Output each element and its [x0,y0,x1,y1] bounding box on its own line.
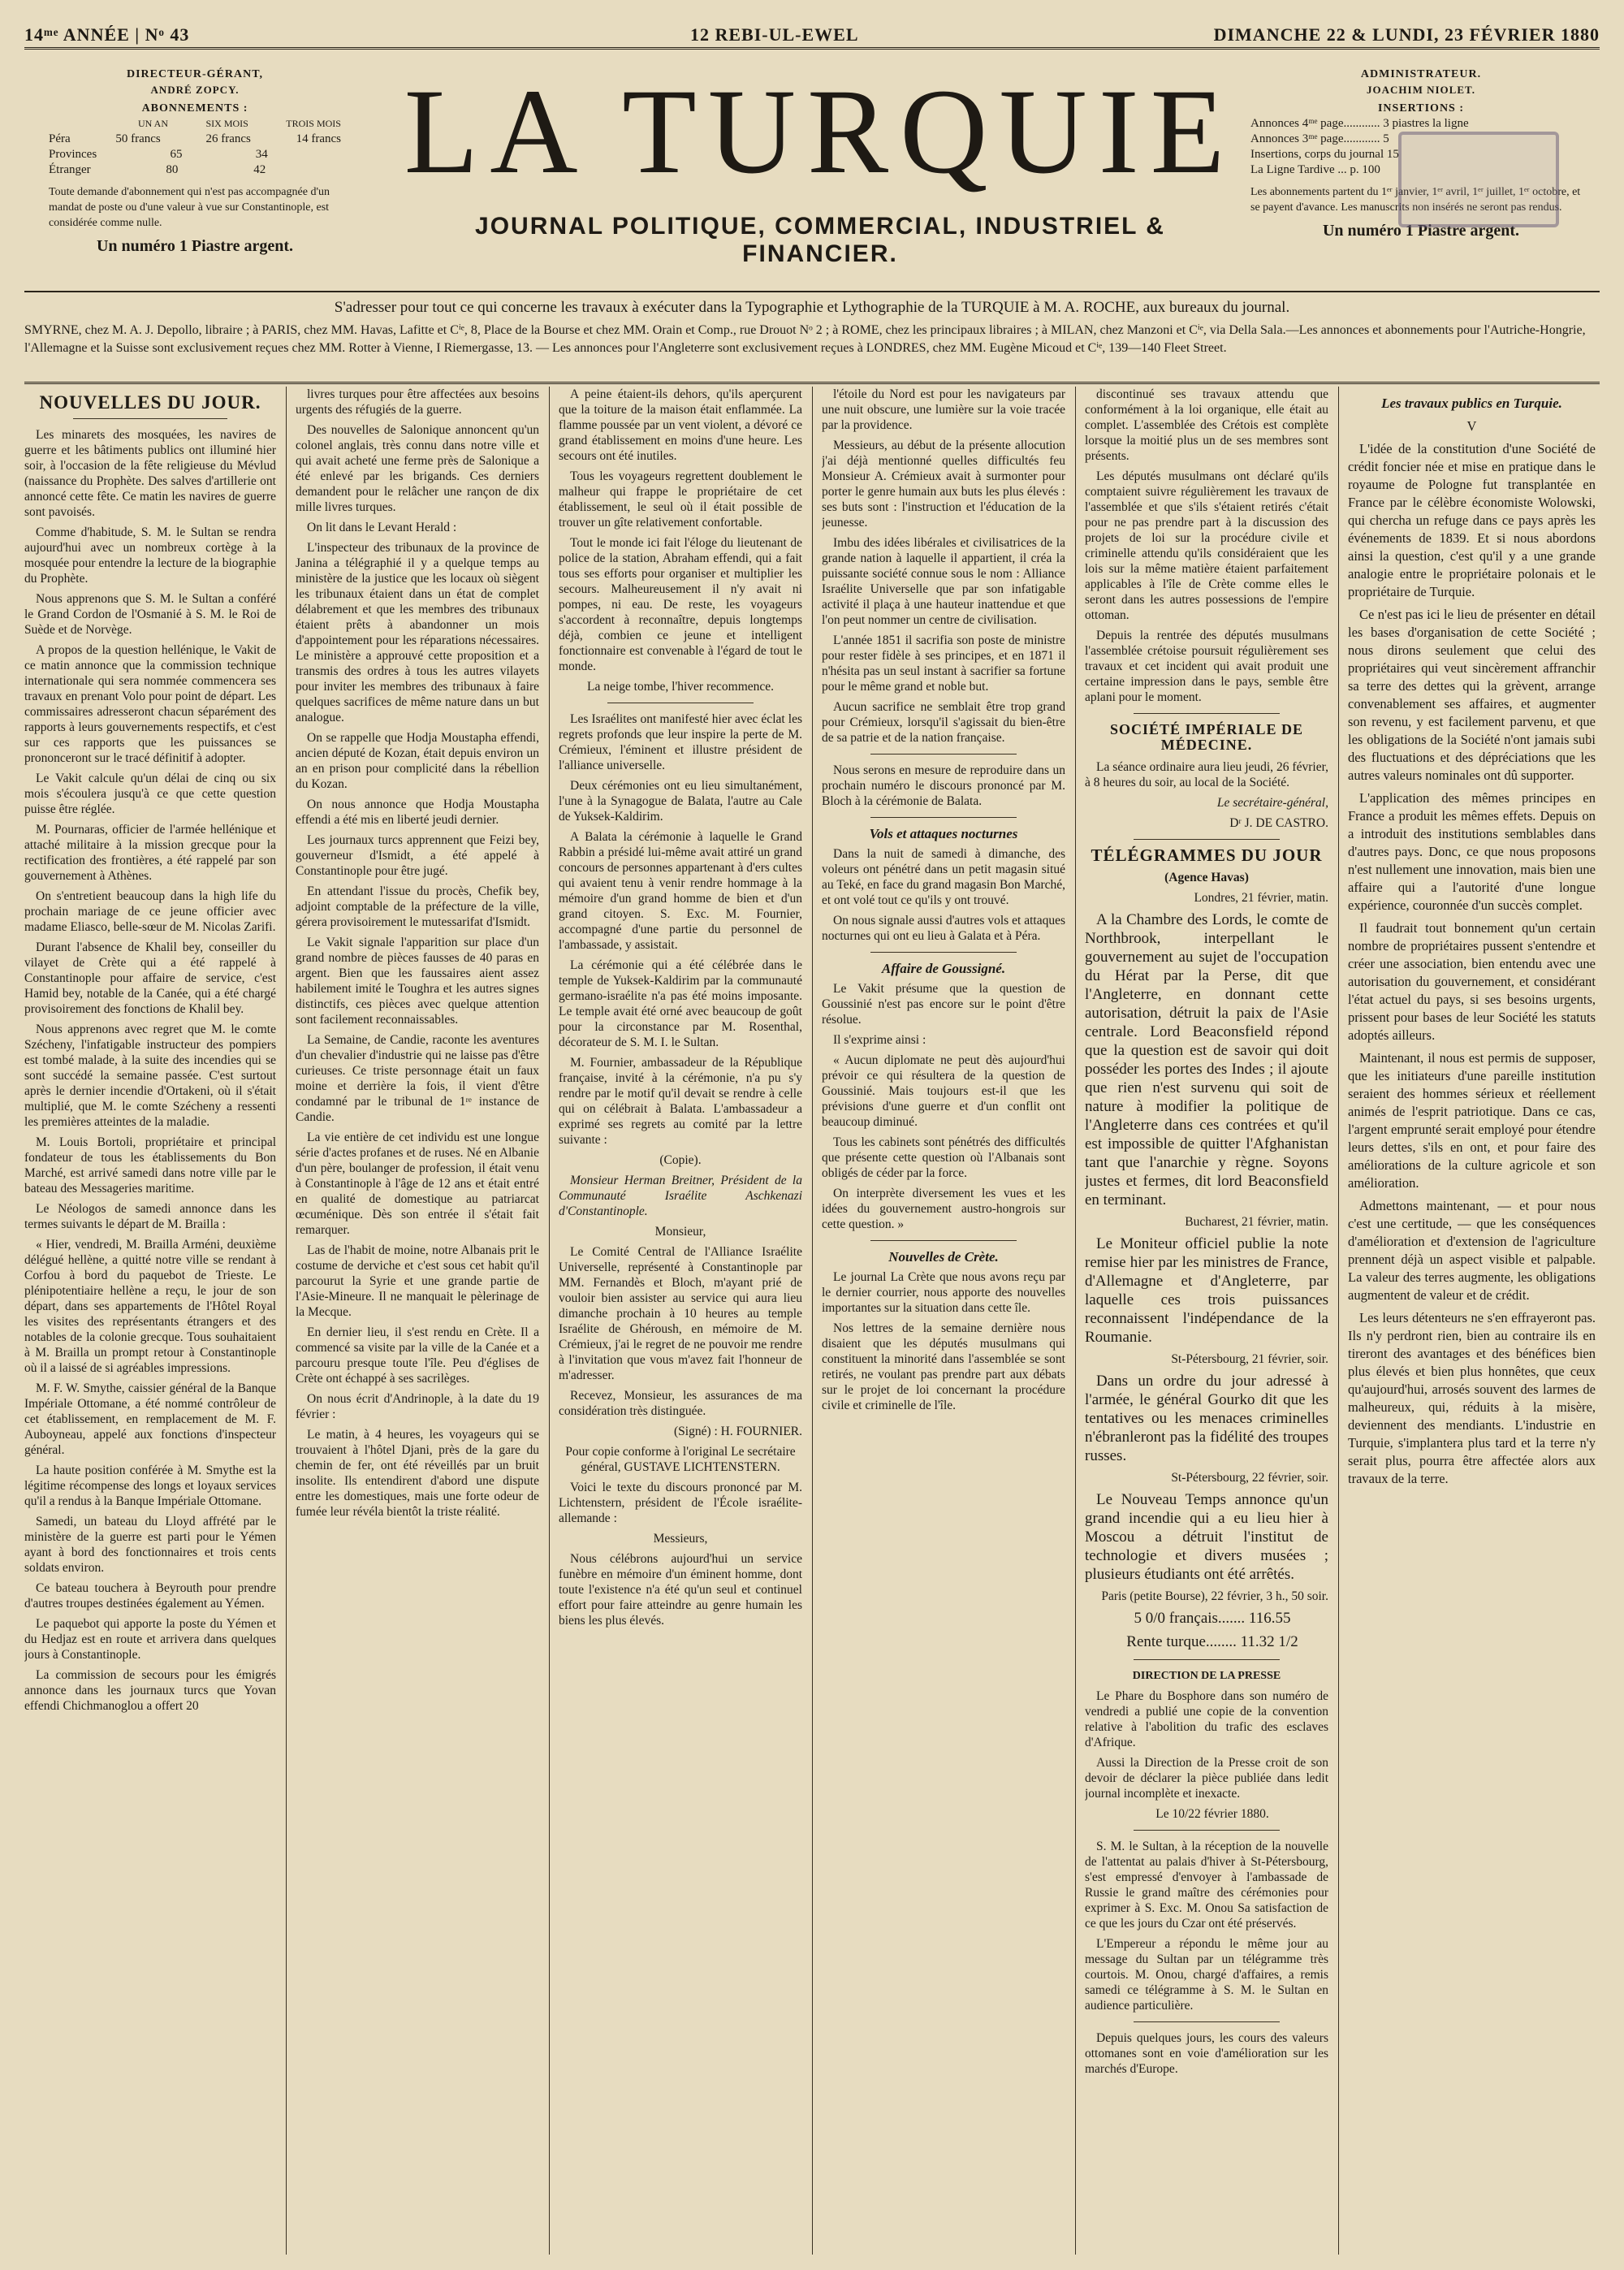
price-value: 26 francs [205,132,251,145]
contact-information [24,291,1600,384]
article-paragraph: En dernier lieu, il s'est rendu en Crète. Il a commencé sa visite par la ville de la Canée et a parcouru presque toute l'île. Peu d'églises de Crète ont échappé à ses sacrilèges. [296,1325,539,1386]
letter-addressee: Monsieur Herman Breitner, Président de la Communauté Israélite Aschkenazi d'Constantinople. [559,1174,802,1218]
postage-stamp [1398,132,1559,227]
issue-number: 14ᵐᵉ ANNÉE | Nᵒ 43 [24,24,190,45]
price-value: 50 francs [115,132,161,145]
article-paragraph: « Hier, vendredi, M. Brailla Arméni, deuxième délégué hellène, a quitté notre ville se rendant à Corfou à bord du paquebot de Trieste. Le plénipotentiaire hellène a reçu, le jour de son départ, dans ses appartements de l'Hôtel Royal les visites des représentants étrangers et des notables de la colonie grecque. Tous souhaitaient à M. Brailla un prompt retour à Constantinople où il a laissé de si agréables impressions. [24,1238,276,1375]
article-paragraph: Tous les cabinets sont pénétrés des difficultés que présente cette question où l'Albanais sont obligés de céder par la force. [822,1135,1065,1180]
issue-price: Un numéro 1 Piastre argent. [96,237,293,255]
price-value: 65 [170,148,183,161]
article-paragraph: Nous célébrons aujourd'hui un service funèbre en mémoire d'un éminent homme, dont toute l'existence n'a été qu'un seul et continuel effort pour faire atteindre au genre humain les biens les plus élevés. [559,1552,802,1628]
divider [1134,1830,1280,1831]
price-label: Péra [49,132,71,145]
article-paragraph: M. Pournaras, officier de l'armée hellénique et attaché militaire à la mission grecque pour la rectification des frontières, a été rappelé par son gouvernement à Athènes. [24,823,276,883]
article-paragraph: Aussi la Direction de la Presse croit de son devoir de déclarer la pièce publiée dans ledit journal incomplète et inexacte. [1085,1756,1328,1801]
letter-certification: Pour copie conforme à l'original Le secrétaire général, GUSTAVE LICHTENSTERN. [565,1445,796,1474]
article-paragraph: Tous les voyageurs regrettent doublement le malheur qui frappe le propriétaire de cet établissement, le seul où il était possible de trouver un gîte relativement confortable. [559,469,802,530]
column-4 [822,387,1065,2255]
advertising-note: Les abonnements partent du 1ᵉʳ janvier, 1ᵉʳ avril, 1ᵉʳ juillet, 1ᵉʳ octobre, et se payent d'avance. Les manuscrits non insérés ne seront pas rendus. [1250,186,1581,214]
letter-copy-label: (Copie). [659,1153,702,1167]
article-paragraph: Les Israélites ont manifesté hier avec éclat les regrets profonds que leur inspire la perte de M. Crémieux, l'éminent et illustre président de l'alliance universelle. [559,712,802,772]
speech-salutation: Messieurs, [653,1532,708,1546]
article-paragraph: Admettons maintenant, — et pour nous c'est une certitude, — que les conséquences d'amélioration et d'extension de l'agriculture prennent déjà un aspect visible et palpable. La valeur des terres augmente, les obligations augmentent de valeur et de crédit. [1348,1198,1596,1303]
article-paragraph: Les députés musulmans ont déclaré qu'ils comptaient suivre régulièrement les travaux de l'assemblée et que s'ils s'étaient retirés c'était pour ne pas prendre part à la discussion des projets de loi sur la procédure civile et criminelle attendu qu'ils considéraient que les lois sur la même matière étaient parfaitement applicables à l'île de Crète comme elles le seront dans les autres possessions de l'empire ottoman. [1085,469,1328,622]
newspaper-title: LA TURQUIE [404,64,1237,199]
article-paragraph: l'étoile du Nord est pour les navigateurs par une nuit obscure, une lumière sur la voie tracée par la providence. [822,387,1065,432]
article-paragraph: Ce n'est pas ici le lieu de présenter en détail les bases d'organisation de cette Société ; nous dirons seulement que celui des propriétaires qui veut sincèrement affranchir sa terre des dettes qui la grèvent, arrange convenablement ses affaires, et augmenter son revenu, y est facilement parvenu, et que les obligations de la Société n'ont jamais subi des fluctuations et des dépréciations que les autres valeurs nominales ont dû supporter. [1348,607,1596,783]
column-6 [1348,387,1596,2255]
letter-salutation: Monsieur, [654,1225,706,1239]
column-3 [559,387,802,2255]
article-paragraph: Les minarets des mosquées, les navires de guerre et les bâtiments publics ont illuminé hier soir, à l'occasion de la fête religieuse du Mévlud (naissance du Prophète. Des salves d'artillerie ont annoncé cette fête. Ce matin les navires de guerre sont pavoisés. [24,428,276,519]
article-paragraph: Comme d'habitude, S. M. le Sultan se rendra aujourd'hui avec un nombreux cortège à la mosquée pour entendre la lecture de la biographie du Prophète. [24,525,276,586]
insertion-rate: Annonces 4ᵐᵉ page............ 3 piastres la ligne [1250,117,1469,130]
article-paragraph: Dans la nuit de samedi à dimanche, des voleurs ont pénétré dans un petit magasin situé au Teké, en face du grand magasin Bon Marché, et ont volé tout ce qu'ils y ont trouvé. [822,847,1065,907]
insertion-rate: La Ligne Tardive ... p. 100 [1250,163,1380,176]
article-paragraph: Des nouvelles de Salonique annoncent qu'un colonel anglais, très connu dans notre ville et qui avait acheté une ferme près de Salonique a été enlevé par les brigands. Ces derniers demandent pour le relâcher une rançon de dix mille livres turques. [296,423,539,514]
news-agency: (Agence Havas) [1164,871,1249,884]
price-value: 80 [166,163,179,176]
article-paragraph: Messieurs, au début de la présente allocution j'ai déjà mentionné quelles difficultés feu Monsieur A. Crémieux avait à surmonter pour porter le genre humain aux buts les plus élevés : ses buts sont : l'instruction et l'éducation de la jeunesse. [822,439,1065,530]
dateline: St-Pétersbourg, 22 février, soir. [1171,1471,1328,1485]
article-paragraph: La neige tombe, l'hiver recommence. [586,680,775,694]
price-value: 42 [253,163,266,176]
dateline: Bucharest, 21 février, matin. [1185,1215,1328,1229]
divider [1134,2021,1280,2022]
article-paragraph: Le matin, à 4 heures, les voyageurs qui se trouvaient à l'hôtel Djani, près de la gare du chemin de fer, ont été réveillés par un bruit insolite. Ils entendirent d'abord une dispute entre les domestiques, mais une forte odeur de fumée leur révéla bientôt la triste réalité. [296,1428,539,1519]
article-paragraph: Depuis la rentrée des députés musulmans l'assemblée crétoise poursuit régulièrement ses travaux et cet incident qui avait produit une certaine impression dans le pays, semble être aplani pour le moment. [1085,629,1328,704]
price-row [49,162,341,178]
secretary-name: Dʳ J. DE CASTRO. [1229,816,1328,830]
article-paragraph: Samedi, un bateau du Lloyd affrété par le ministère de la guerre est parti pour le Yémen ayant à bord des fonctionnaires et trois cents soldats environ. [24,1515,276,1575]
director-name: ANDRÉ ZOPCY. [150,84,240,96]
section-heading-medicine: SOCIÉTÉ IMPÉRIALE DE MÉDECINE. [1109,721,1304,753]
section-heading-news: NOUVELLES DU JOUR. [39,392,261,413]
insertion-rate: Insertions, corps du journal 15 [1250,148,1399,161]
chapter-numeral: V [1466,418,1477,434]
agents-notice: SMYRNE, chez M. A. J. Depollo, libraire ; à PARIS, chez MM. Havas, Lafitte et Cⁱᵉ, 8, Place de la Bourse et chez MM. Orain et Comp., rue Drouot Nᵒ 2 ; à ROME, chez les principaux libraires ; à MILAN, chez Manzoni et Cⁱᵉ, via Della Sala.—Les annonces et abonnements pour l'Autriche-Hongrie, l'Allemagne et la Suisse sont exclusivement reçues chez MM. Rotter à Vienne, I Riemergasse, 13. — Les annonces pour l'Angleterre sont exclusivement reçues à LONDRES, chez MM. Eugène Micoud et Cⁱᵉ, 139—140 Fleet Street. [24,323,1586,355]
subscriptions-heading: ABONNEMENTS : [141,102,248,115]
article-paragraph: A Balata la cérémonie à laquelle le Grand Rabbin a présidé lui-même avait attiré un grand concours de personnes appartenant à d'ers cultes qui avaient tenu à venir rendre hommage à la mémoire d'un grand homme de bien et d'un grand citoyen. S. Exc. M. Fournier, accompagné d'une partie du personnel de l'ambassade, y assistait. [559,830,802,952]
price-row [49,147,341,162]
article-paragraph: Voici le texte du discours prononcé par M. Lichtenstern, président de l'École israélite-allemande : [559,1481,802,1525]
article-paragraph: On nous écrit d'Andrinople, à la date du 19 février : [296,1392,539,1421]
divider [1134,839,1280,840]
dateline: Paris (petite Bourse), 22 février, 3 h., 50 soir. [1101,1589,1328,1603]
printing-notice: S'adresser pour tout ce qui concerne les travaux à exécuter dans la Typographie et Lythographie de la TURQUIE à M. A. ROCHE, aux bureaux du journal. [334,299,1290,316]
column-divider [549,387,550,2255]
article-paragraph: Les journaux turcs apprennent que Feizi bey, gouverneur d'Ismidt, a été appelé à Constantinople pour être jugé. [296,833,539,878]
article-paragraph: M. Fournier, ambassadeur de la République française, invité à la cérémonie, n'a pu s'y rendre par le motif qu'il devait se rendre à celle qui on célébrait à Balata. L'ambassadeur a exprimé ses regrets au comité par la lettre suivante : [559,1056,802,1147]
administrator-role: ADMINISTRATEUR. [1360,68,1482,80]
letter-signature: (Signé) : H. FOURNIER. [673,1425,802,1438]
insertion-rate: Annonces 3ᵐᵉ page............ 5 [1250,132,1389,145]
article-paragraph: La commission de secours pour les émigrés annonce dans les journaux turcs que Yovan effendi Chichmanoglou a offert 20 [24,1668,276,1713]
article-paragraph: L'année 1851 il sacrifia son poste de ministre pour rester fidèle à ses principes, et en 1871 il n'hésita pas un seul instant à sacrifier sa fortune pour le même grand et noble but. [822,633,1065,694]
bourse-rate: Rente turque........ 11.32 1/2 [1126,1633,1298,1650]
article-paragraph: Il faudrait tout bonnement qu'un certain nombre de propriétaires pussent s'entendre et créer une association, bien entendu avec une autorisation du gouvernement, et considérant l'état actuel du pays, si ses besoins urgents, prissent pour bases de leur Société les statuts adoptés ailleurs. [1348,920,1596,1043]
article-paragraph: La séance ordinaire aura lieu jeudi, 26 février, à 8 heures du soir, au local de la Société. [1085,760,1328,789]
column-divider [1338,387,1339,2255]
dateline: St-Pétersbourg, 21 février, soir. [1171,1352,1328,1366]
section-heading-goussigne: Affaire de Goussigné. [881,961,1006,976]
director-role: DIRECTEUR-GÉRANT, [126,68,264,80]
article-paragraph: discontinué ses travaux attendu que conformément à la loi organique, elle était au complet. L'assemblée des Crétois est complète lorsque la moitié plus un de ses membres sont présents. [1085,387,1328,463]
column-divider [812,387,813,2255]
column-2 [296,387,539,2255]
price-row [49,132,341,147]
article-paragraph: Aucun sacrifice ne semblait être trop grand pour Crémieux, lorsqu'il s'agissait du bien-être de sa patrie et de la nation française. [822,700,1065,745]
article-paragraph: L'idée de la constitution d'une Société de crédit foncier née et mise en pratique dans le royaume de Pologne fut transplantée en France par le célèbre économiste Wolowski, qui chercha un refuge dans ce pays après les événements de 1839. Et si nous abordons ainsi la question, c'est qu'il y a une grande analogie entre le propriétaire polonais et le propriétaire de Turquie. [1348,441,1596,599]
article-paragraph: Le Vakit signale l'apparition sur place d'un grand nombre de pièces fausses de 40 paras en argent. Bien que les faussaires aient assez habilement imité le Toughra et les autres signes distinctifs, ces pièces avec quelque attention sont facilement reconnaissables. [296,936,539,1027]
press-date: Le 10/22 février 1880. [1155,1807,1269,1821]
article-paragraph: Tout le monde ici fait l'éloge du lieutenant de police de la station, Abraham effendi, qui a fait tous ses efforts pour organiser et multiplier les secours. Malheureusement il n'y avait ni pompes, ni eau. De reste, les voyageurs s'accordent à reconnaître, depuis longtemps déjà, combien ce jeune et intelligent fonctionnaire est convenable à l'égard de tout le monde. [559,536,802,673]
article-paragraph: Las de l'habit de moine, notre Albanais prit le costume de derviche et c'est sous cet habit qu'il parcourut la Syrie et une grande partie de l'Asie-Mineure. Il ne manquait le pèlerinage de la Mecque. [296,1243,539,1319]
section-heading-thefts: Vols et attaques nocturnes [869,826,1018,841]
article-paragraph: Le Phare du Bosphore dans son numéro de vendredi a publié une copie de la convention relative à l'abolition du trafic des esclaves d'Afrique. [1085,1689,1328,1749]
article-paragraph: Nous apprenons avec regret que M. le comte Szécheny, l'infatigable instructeur des pompiers est tombé malade, à la suite des incendies qui se sont succédé la semaine passée. C'est surtout après le dernier incendie d'Ortakeni, où il s'était multiplié, que M. le comte Szécheny a ressenti les premières atteintes de la maladie. [24,1023,276,1129]
section-heading-press: DIRECTION DE LA PRESSE [1132,1670,1281,1682]
article-paragraph: On se rappelle que Hodja Moustapha effendi, ancien député de Kozan, était depuis environ un an en prison pour complicité dans la rébellion du Kozan. [296,731,539,791]
article-paragraph: Nous apprenons que S. M. le Sultan a conféré le Grand Cordon de l'Osmanié à S. M. le Roi de Suède et de Norvège. [24,592,276,637]
telegram-text: Le Moniteur officiel publie la note remise hier par les ministres de France, d'Allemagne et d'Angleterre, par laquelle ces trois puissances reconnaissent l'indépendance de la Roumanie. [1085,1235,1328,1346]
article-paragraph: Le Néologos de samedi annonce dans les termes suivants le départ de M. Brailla : [24,1202,276,1231]
article-paragraph: S. M. le Sultan, à la réception de la nouvelle de l'attentat au palais d'hiver à St-Pétersbourg, s'est empressé d'envoyer à l'ambassade de Russie le grand maître des cérémonies pour exprimer à S. Exc. M. Onou Sa satisfaction de ce que les jours du Czar ont été préservés. [1085,1840,1328,1931]
article-paragraph: « Aucun diplomate ne peut dès aujourd'hui prévoir ce qui résultera de la question de Goussinié. Mais toujours est-il que les prévisions d'une guerre et d'un conflit ont beaucoup diminué. [822,1053,1065,1129]
article-paragraph: La haute position conférée à M. Smythe est la légitime récompense des longs et loyaux services qu'il a rendus à la Banque Impériale Ottomane. [24,1464,276,1508]
hijri-date: 12 REBI-UL-EWEL [690,24,859,45]
article-paragraph: Les leurs détenteurs ne s'en effrayeront pas. Ils n'y perdront rien, bien au contraire ils en tireront des avantages et des bénéfices bien plus élevés et bien plus honnêtes, que ceux qu'aujourd'hui, arrosés souvent des larmes de malheureux, qui, réduits à la misère, deviennent des mendiants. L'industrie en Turquie, s'implantera plus tard et la terre n'y serait plus, pourra être affectée alors aux travaux de la terre. [1348,1310,1596,1486]
article-paragraph: La vie entière de cet individu est une longue série d'actes profanes et de ruses. Né en Albanie d'un père, boulanger de profession, il était venu à Constantinople à l'âge de 12 ans et était entré en qualité de domestique au patriarcat œcuménique. Dès son entrée il s'était fait remarquer. [296,1131,539,1237]
article-paragraph: M. Louis Bortoli, propriétaire et principal fondateur de tous les établissements du Bon Marché, est arrivé samedi dans notre ville par le bateau des Messageries maritime. [24,1135,276,1196]
article-columns [24,387,1600,2255]
article-paragraph: On lit dans le Levant Herald : [307,521,457,534]
divider [870,817,1017,818]
subscription-box [49,67,341,254]
article-paragraph: On nous signale aussi d'autres vols et attaques nocturnes qui ont eu lieu à Galata et à Péra. [822,914,1065,943]
divider [870,1240,1017,1241]
price-header: TROIS MOIS [286,118,341,129]
article-paragraph: Imbu des idées libérales et civilisatrices de la grande nation à laquelle il appartient, il créa la puissante société connue sous le nom : Alliance Israélite Universelle que par son infatigable activité il plaça à une hauteur inattendue et que l'on peut nommer un centre de civilisation. [822,536,1065,627]
article-paragraph: Nos lettres de la semaine dernière nous disaient que les députés musulmans qui constituent la minorité dans l'assemblée se sont retirés, ne voulant pas prendre part aux débats sur le projet de loi concernant la procédure civile et criminelle de l'île. [822,1321,1065,1412]
masthead [24,50,1600,288]
advertising-box [1250,67,1592,239]
column-divider [1075,387,1076,2255]
article-paragraph: Le paquebot qui apporte la poste du Yémen et du Hedjaz est en route et arrivera dans quelques jours à Constantinople. [24,1617,276,1662]
article-paragraph: On s'entretient beaucoup dans la high life du prochain mariage de ce jeune officier avec madame Eliasco, belle-sœur de M. Nicolas Zarifi. [24,889,276,934]
article-paragraph: Le journal La Crète que nous avons reçu par le dernier courrier, nous apporte des nouvelles importantes sur la situation dans cette île. [822,1270,1065,1315]
telegram-text: A la Chambre des Lords, le comte de Northbrook, interpellant le gouvernement au sujet de l'occupation du Hérat par la Perse, dit que l'Angleterre, en donnant cette autorisation, détruit la paix de l'Asie centrale. Lord Beaconsfield répond que la question est de savoir qui doit posséder les portes des Indes ; il ajoute que rien n'est survenu qui soit de nature à modifier la politique de l'Angleterre dans ces contrées et qu'il est impossible de quitter l'Afghanistan tant que l'anarchie y règne. Soyons justes et fermes, dit lord Beaconsfield en terminant. [1085,911,1328,1209]
column-1 [24,387,276,2255]
article-paragraph: Maintenant, il nous est permis de supposer, que les initiateurs d'une pareille institution seraient des hommes sérieux et réellement animés de l'esprit patriotique. Dans ce cas, l'argent emprunté serait employé pour étendre leurs dettes, s'ils en ont, et pour faire des améliorations de la culture agricole et son amélioration. [1348,1050,1596,1191]
divider [1134,713,1280,714]
article-paragraph: A peine étaient-ils dehors, qu'ils aperçurent que la toiture de la maison était enflammée. La flamme poussée par un vent violent, a dévoré ce grand établissement en moins d'une heure. Les secours ont été inutiles. [559,387,802,463]
divider [1134,1659,1280,1660]
section-heading-telegrams: TÉLÉGRAMMES DU JOUR [1091,845,1323,865]
price-headers [49,116,341,132]
section-heading-crete: Nouvelles de Crète. [888,1249,999,1265]
article-paragraph: L'Empereur a répondu le même jour au message du Sultan par un télégramme très courtois. M. Onou, chargé d'affaires, a remis samedi ce télégramme à S. M. le Sultan en audience particulière. [1085,1937,1328,2013]
section-heading-public-works: Les travaux publics en Turquie. [1381,396,1562,411]
issue-date: DIMANCHE 22 & LUNDI, 23 FÉVRIER 1880 [1213,24,1600,45]
divider [73,418,227,419]
price-value: 14 francs [296,132,341,145]
article-paragraph: En attendant l'issue du procès, Chefik bey, adjoint comptable de la préfecture de la ville, gérera provisoirement le mutessarifat d'Ismidt. [296,884,539,929]
article-paragraph: Deux cérémonies ont eu lieu simultanément, l'une à la Synagogue de Balata, l'autre au Cale de Yuksek-Kaldirim. [559,779,802,824]
telegram-text: Dans un ordre du jour adressé à l'armée, le général Gourko dit que les tentatives ou les menaces criminelles n'ébranleront pas la fidélité des troupes russes. [1085,1373,1328,1464]
article-paragraph: Recevez, Monsieur, les assurances de ma considération très distinguée. [559,1389,802,1418]
article-paragraph: Le Vakit calcule qu'un délai de cinq ou six mois s'écoulera jusqu'à ce que cette question puisse être réglée. [24,772,276,816]
subscription-note: Toute demande d'abonnement qui n'est pas accompagnée d'un mandat de poste ou d'une valeur à vue sur Constantinople, est considérée comme nulle. [49,186,330,229]
price-label: Provinces [49,148,97,161]
article-paragraph: Durant l'absence de Khalil bey, conseiller du vilayet de Crète qui a été rappelé à Constantinople pour affaire de service, c'est Hamid bey, notable de la Canée, qui a été chargé provisoirement des fonctions de Khalil bey. [24,940,276,1016]
article-paragraph: Il s'exprime ainsi : [833,1033,926,1047]
divider [870,754,1017,755]
article-paragraph: livres turques pour être affectées aux besoins urgents des réfugiés de la guerre. [296,387,539,417]
article-paragraph: M. F. W. Smythe, caissier général de la Banque Impériale Ottomane, a été nommé contrôleur de cet établissement, en remplacement de M. F. Auboyneau, appelé aux fonctions d'inspecteur général. [24,1381,276,1457]
article-paragraph: Le Vakit présume que la question de Goussinié n'est pas encore sur le point d'être résolue. [822,982,1065,1027]
article-paragraph: La cérémonie qui a été célébrée dans le temple de Yuksek-Kaldirim par la communauté germano-israélite n'a pas été moins imposante. Le temple avait été orné avec beaucoup de goût pour la circonstance par M. Rosenthal, décorateur de S. M. I. le Sultan. [559,958,802,1049]
article-paragraph: Nous serons en mesure de reproduire dans un prochain numéro le discours prononcé par M. Bloch à la cérémonie de Balata. [822,763,1065,808]
issue-price-right: Un numéro 1 Piastre argent. [1322,222,1519,240]
article-paragraph: On interprète diversement les vues et les idées du gouvernement austro-hongrois sur cette question. » [822,1187,1065,1231]
column-divider [286,387,287,2255]
insertions-heading: INSERTIONS : [1377,102,1465,115]
article-paragraph: Depuis quelques jours, les cours des valeurs ottomanes sont en voie d'amélioration sur les marchés d'Europe. [1085,2031,1328,2076]
newspaper-subtitle: JOURNAL POLITIQUE, COMMERCIAL, INDUSTRIEL & FINANCIER. [475,213,1165,267]
top-dateline [24,24,1600,50]
article-paragraph: La Semaine, de Candie, raconte les aventures d'un chevalier d'industrie qui ne laisse pas d'être curieuses. Ce triste personnage était un faux moine et derrière la fois, il vient d'être condamné par le tribunal de 1ʳᵉ instance de Candie. [296,1033,539,1124]
price-header: UN AN [138,118,169,129]
article-paragraph: L'inspecteur des tribunaux de la province de Janina a télégraphié il y a quelque temps au ministère de la justice que les locaux où siègent les tribunaux étaient dans un état de complet délabrement et que les membres des tribunaux étaient prêts à abandonner un mois d'appointement pour les réparations nécessaires. Le ministère a approuvé cette proposition et a transmis des ordres à tous les autres vilayets pour inviter les membres des tribunaux à faire quelques sacrifices de même nature dans un but analogue. [296,541,539,724]
dateline: Londres, 21 février, matin. [1194,891,1328,905]
article-paragraph: L'application des mêmes principes en France a produit les mêmes effets. Depuis on a introduit des institutions semblables dans d'autres pays. Donc, ce que nous proposons n'est nullement une innovation, mais bien une affaire qui a l'autorité d'une longue expérience, couronnée d'un succès complet. [1348,790,1596,913]
column-5 [1085,387,1328,2255]
price-value: 34 [255,148,268,161]
article-paragraph: Ce bateau touchera à Beyrouth pour prendre d'autres troupes destinées également au Yémen. [24,1581,276,1611]
article-paragraph: A propos de la question hellénique, le Vakit de ce matin annonce que la commission technique internationale qui sera nommée commencera ses travaux en prenant Volo pour point de départ. Les commissaires adresseront chacun séparément des rapports à leurs gouvernements respectifs, et c'est sur ces rapports que les puissances se prononceront sur le tracé définitif à adopter. [24,643,276,765]
administrator-name: JOACHIM NIOLET. [1367,84,1475,96]
article-paragraph: On nous annonce que Hodja Moustapha effendi a été mis en liberté jeudi dernier. [296,798,539,827]
bourse-rate: 5 0/0 français....... 116.55 [1134,1610,1291,1627]
price-label: Étranger [49,163,91,176]
price-header: SIX MOIS [205,118,248,129]
divider [870,952,1017,953]
article-paragraph: Le Comité Central de l'Alliance Israélite Universelle, représenté à Constantinople par MM. Fernandès et Bloch, m'ayant prié de vouloir bien assister au service qui aura lieu dimanche prochain à 10 heures au temple Israélite de Ghéroush, en mémoire de M. Crémieux, j'ai le regret de ne pouvoir me rendre à l'invitation que vous m'avez fait l'honneur de m'adresser. [559,1245,802,1382]
telegram-text: Le Nouveau Temps annonce qu'un grand incendie qui a eu lieu hier à Moscou a détruit l'institut de technologie et divers musées ; plusieurs étudiants ont été arrêtés. [1085,1491,1328,1583]
secretary-title: Le secrétaire-général, [1216,796,1328,810]
